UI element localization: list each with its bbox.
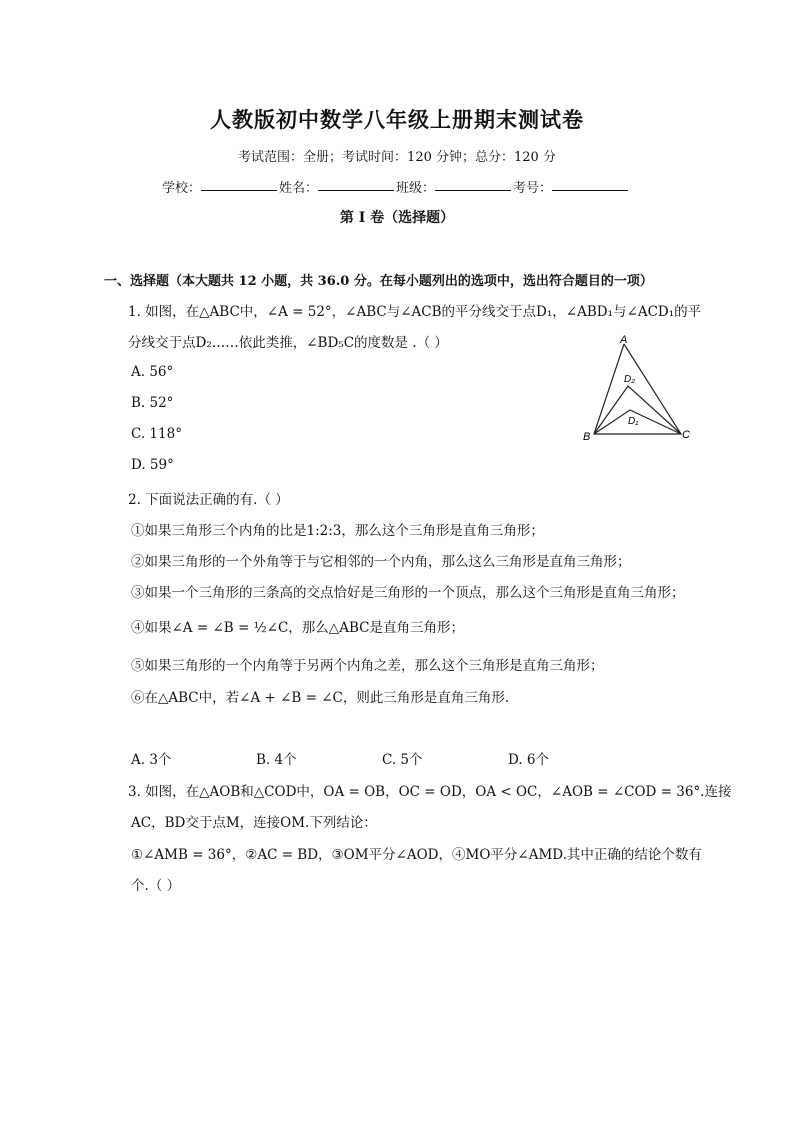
class-label: 班级： — [396, 181, 436, 196]
q1-option-d[interactable]: D. 59° — [131, 457, 174, 473]
label-d1: D₁ — [628, 416, 639, 427]
name-blank[interactable] — [318, 177, 394, 191]
exam-number-label: 考号： — [513, 181, 553, 196]
q1-stem-line1: 1. 如图，在△ABC中，∠A = 52°，∠ABC与∠ACB的平分线交于点D₁，∠ABD₁与∠ACD₁的平 — [128, 304, 702, 320]
q2-option-c[interactable]: C. 5个 — [382, 752, 423, 768]
student-info-fields — [162, 177, 630, 196]
label-c: C — [682, 429, 690, 441]
q1-option-c[interactable]: C. 118° — [131, 426, 182, 442]
q2-item-3: ③如果一个三角形的三条高的交点恰好是三角形的一个顶点，那么这个三角形是直角三角形； — [131, 585, 685, 601]
q1-option-a[interactable]: A. 56° — [131, 364, 174, 380]
q2-option-b[interactable]: B. 4个 — [256, 752, 297, 768]
volume-heading: 第 I 卷（选择题） — [339, 210, 455, 226]
q1-option-b[interactable]: B. 52° — [131, 395, 174, 411]
school-label: 学校： — [162, 181, 202, 196]
q2-item-5: ⑤如果三角形的一个内角等于另两个内角之差，那么这个三角形是直角三角形； — [131, 658, 604, 674]
q2-stem: 2. 下面说法正确的有.（ ） — [128, 492, 289, 508]
label-a: A — [620, 334, 628, 346]
school-blank[interactable] — [201, 177, 277, 191]
section-heading: 一、选择题（本大题共 12 小题，共 36.0 分。在每小题列出的选项中，选出符合题目的一项） — [104, 274, 653, 289]
exam-info: 考试范围：全册；考试时间：120 分钟；总分：120 分 — [238, 150, 556, 165]
name-label: 姓名： — [279, 181, 319, 196]
q2-item-2: ②如果三角形的一个外角等于与它相邻的一个内角，那么这么三角形是直角三角形； — [131, 554, 631, 570]
q3-stem-line2: AC，BD交于点M，连接OM.下列结论： — [131, 815, 377, 831]
label-d2: D₂ — [624, 374, 636, 385]
class-blank[interactable] — [435, 177, 511, 191]
q2-item-1: ①如果三角形三个内角的比是1:2:3，那么这个三角形是直角三角形； — [131, 523, 544, 539]
q3-stem-line1: 3. 如图，在△AOB和△COD中，OA = OB，OC = OD，OA < OC，∠AOB = ∠COD = 36°.连接 — [128, 784, 732, 800]
q3-stem-line4: 个.（ ） — [131, 878, 181, 894]
q2-item-6: ⑥在△ABC中，若∠A + ∠B = ∠C，则此三角形是直角三角形. — [131, 690, 510, 706]
q2-option-d[interactable]: D. 6个 — [508, 752, 550, 768]
q3-stem-line3: ①∠AMB = 36°，②AC = BD，③OM平分∠AOD，④MO平分∠AMD.其中正确的结论个数有 — [131, 847, 702, 863]
q2-option-a[interactable]: A. 3个 — [131, 752, 172, 768]
q1-stem-line2: 分线交于点D₂……依此类推，∠BD₅C的度数是 .（ ） — [128, 335, 448, 351]
q2-item-4: ④如果∠A = ∠B = ½∠C，那么△ABC是直角三角形； — [131, 620, 464, 636]
exam-number-blank[interactable] — [552, 177, 628, 191]
label-b: B — [583, 431, 591, 443]
triangle-figure — [580, 334, 696, 446]
exam-title: 人教版初中数学八年级上册期末测试卷 — [210, 107, 584, 132]
